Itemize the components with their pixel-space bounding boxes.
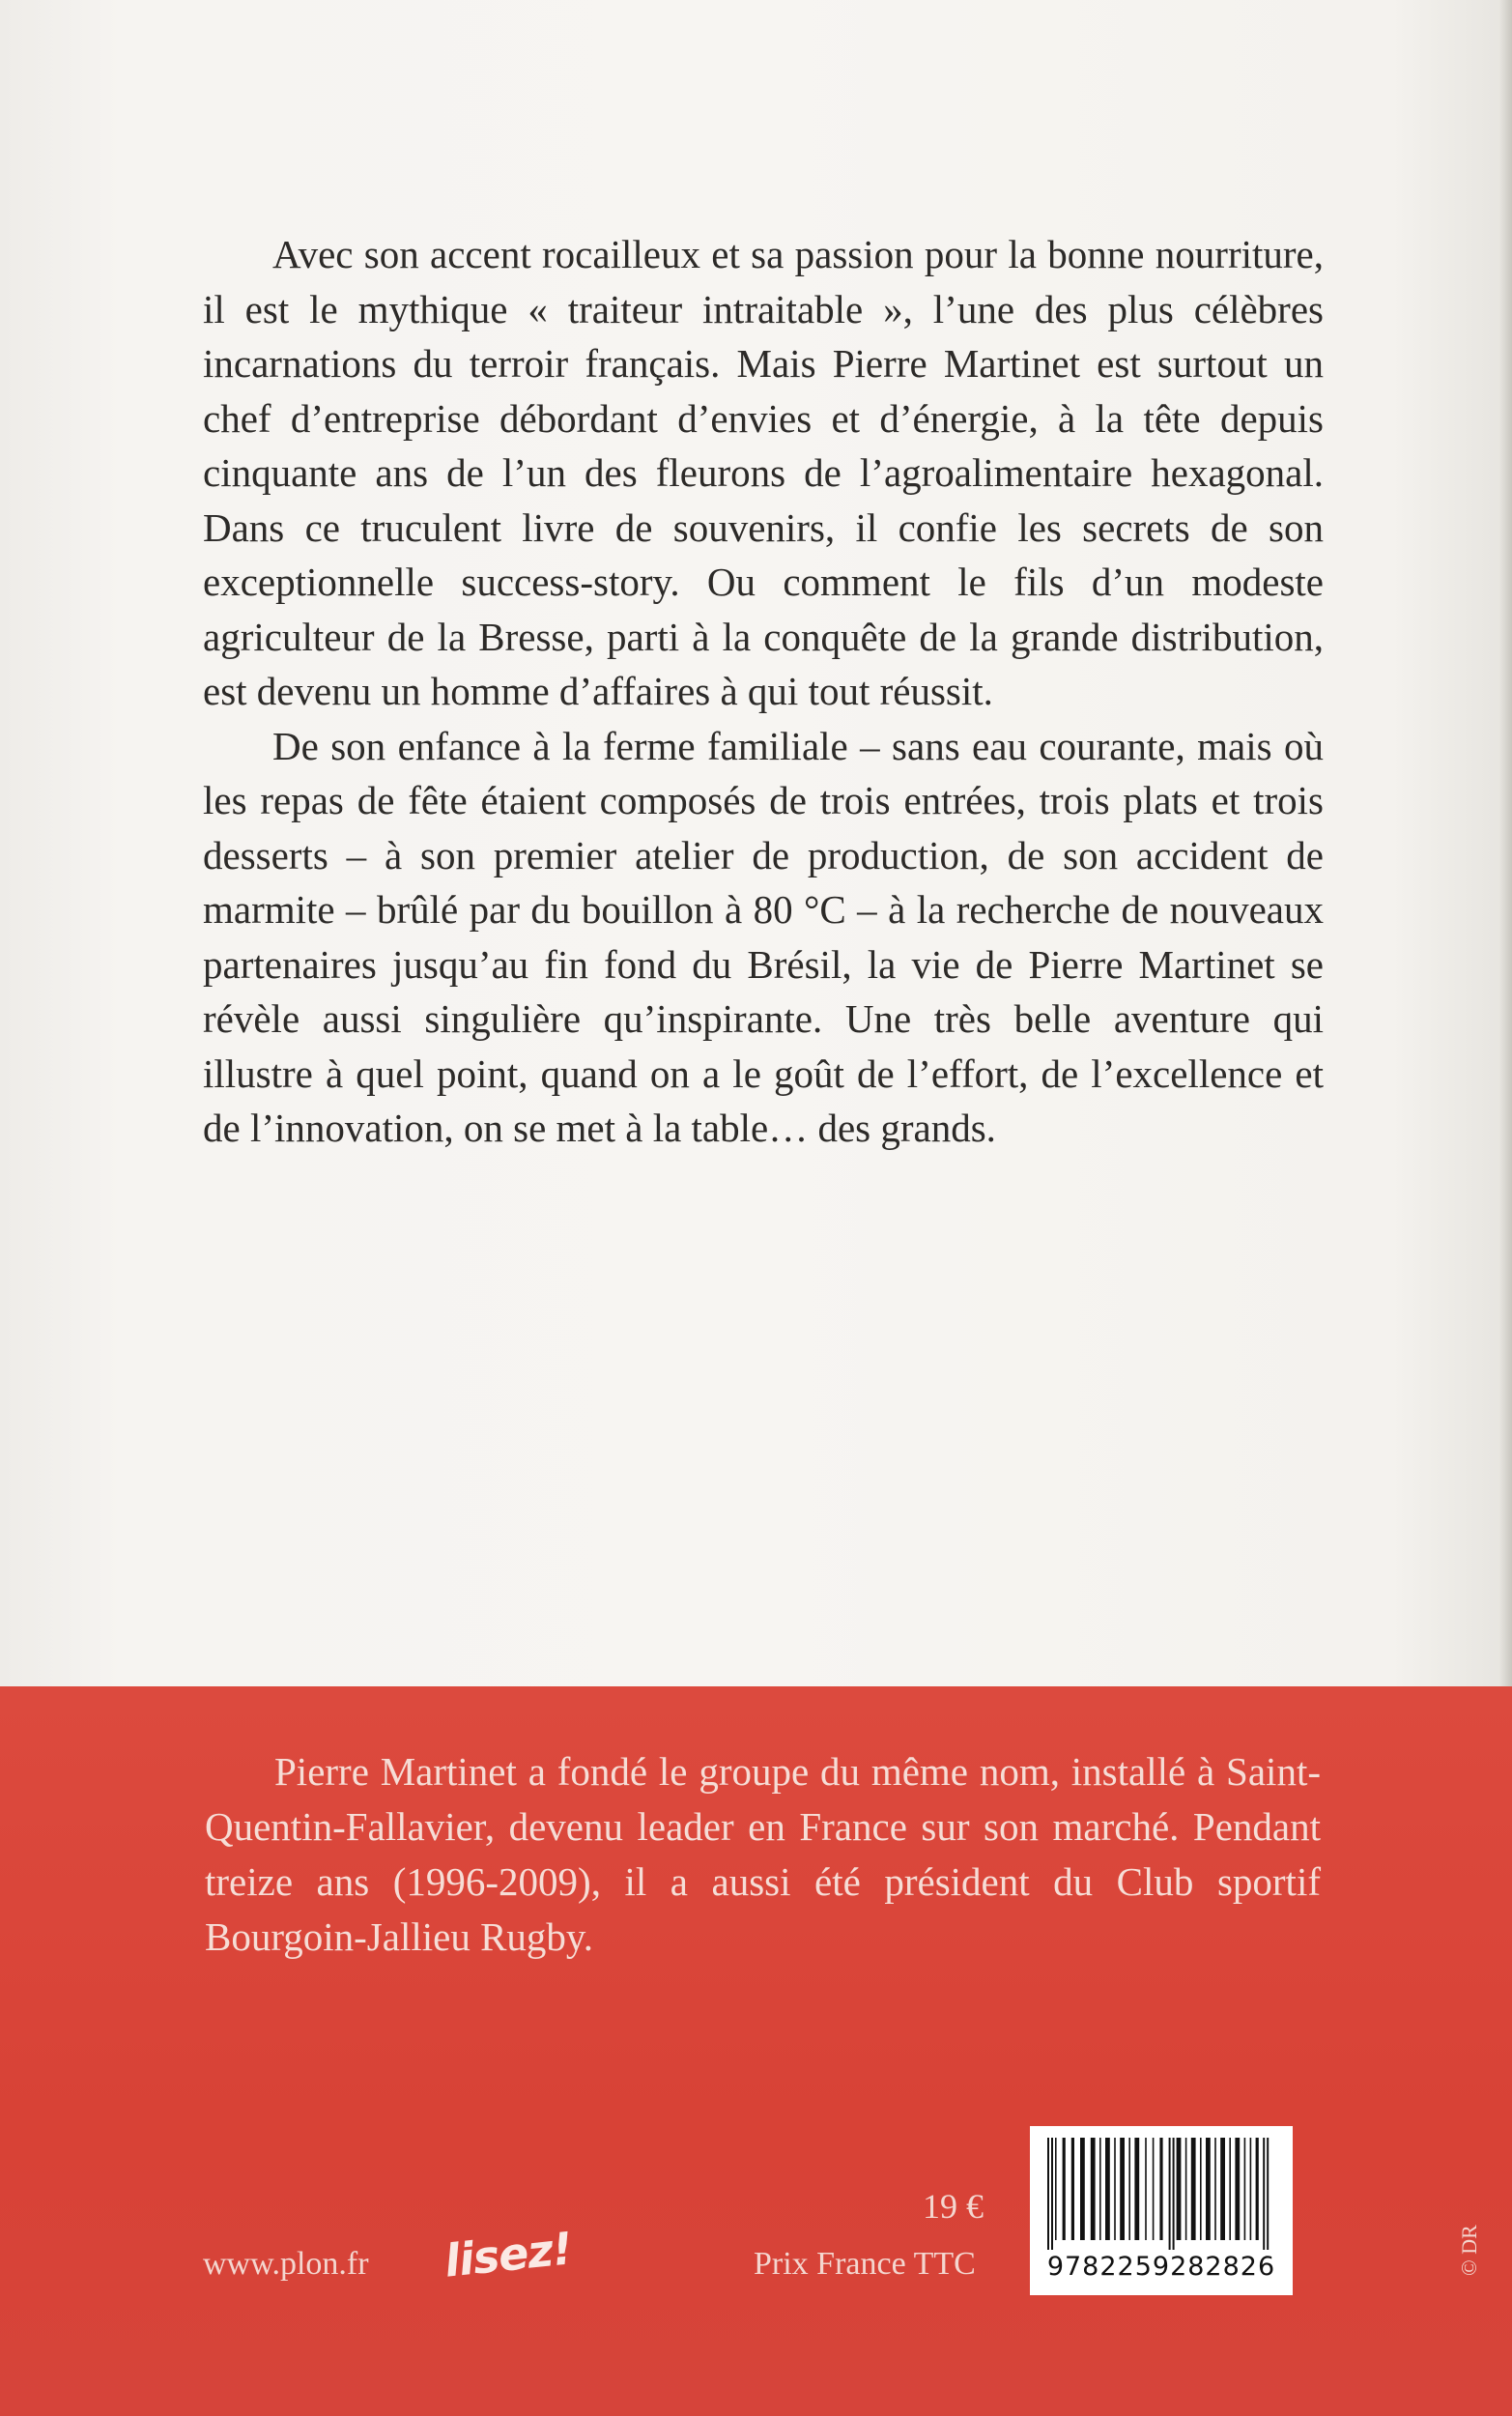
summary-paragraph-1: Avec son accent rocailleux et sa passion pour la bonne nourriture, il est le mythique « traiteur intraitable », l’une des plus célèbres incarnations du terroir français. Mais Pierre Martinet est surtout un chef d’entreprise débordant d’envies et d’énergie, à la tête depuis cinquante ans de l’un des fleurons de l’agroalimentaire hexagonal. Dans ce truculent livre de souvenirs, il confie les secrets de son exceptionnelle success-story. Ou comment le fils d’un modeste agriculteur de la Bresse, parti à la conquête de la grande distribution, est devenu un homme d’affaires à qui tout réussit.: [203, 232, 1324, 713]
isbn-number: 9782259282826: [1046, 2252, 1276, 2282]
barcode: [1030, 2126, 1293, 2295]
cover-edge: [1498, 0, 1512, 1686]
barcode-bars-icon: [1045, 2138, 1277, 2250]
price: 19 €: [923, 2187, 984, 2226]
author-bio: [205, 1744, 1321, 1965]
photo-credit: © DR: [1457, 2225, 1481, 2276]
price-note: Prix France TTC: [754, 2246, 976, 2282]
book-summary: [203, 227, 1324, 1156]
publisher-website: www.plon.fr: [203, 2246, 369, 2282]
lisez-logo: lisez!: [442, 2222, 575, 2287]
summary-paragraph-2: De son enfance à la ferme familiale – sans eau courante, mais où les repas de fête étaient composés de trois entrées, trois plats et trois desserts – à son premier atelier de production, de son accident de marmite – brûlé par du bouillon à 80 °C – à la recherche de nouveaux partenaires jusqu’au fin fond du Brésil, la vie de Pierre Martinet se révèle aussi singulière qu’inspirante. Une très belle aventure qui illustre à quel point, quand on a le goût de l’effort, de l’excellence et de l’innovation, on se met à la table… des grands.: [203, 723, 1324, 1150]
author-bio-text: Pierre Martinet a fondé le groupe du même nom, installé à Saint-Quentin-Fallavier, devenu leader en France sur son marché. Pendant treize ans (1996-2009), il a aussi été président du Club sportif Bourgoin-Jallieu Rugby.: [205, 1749, 1321, 1959]
